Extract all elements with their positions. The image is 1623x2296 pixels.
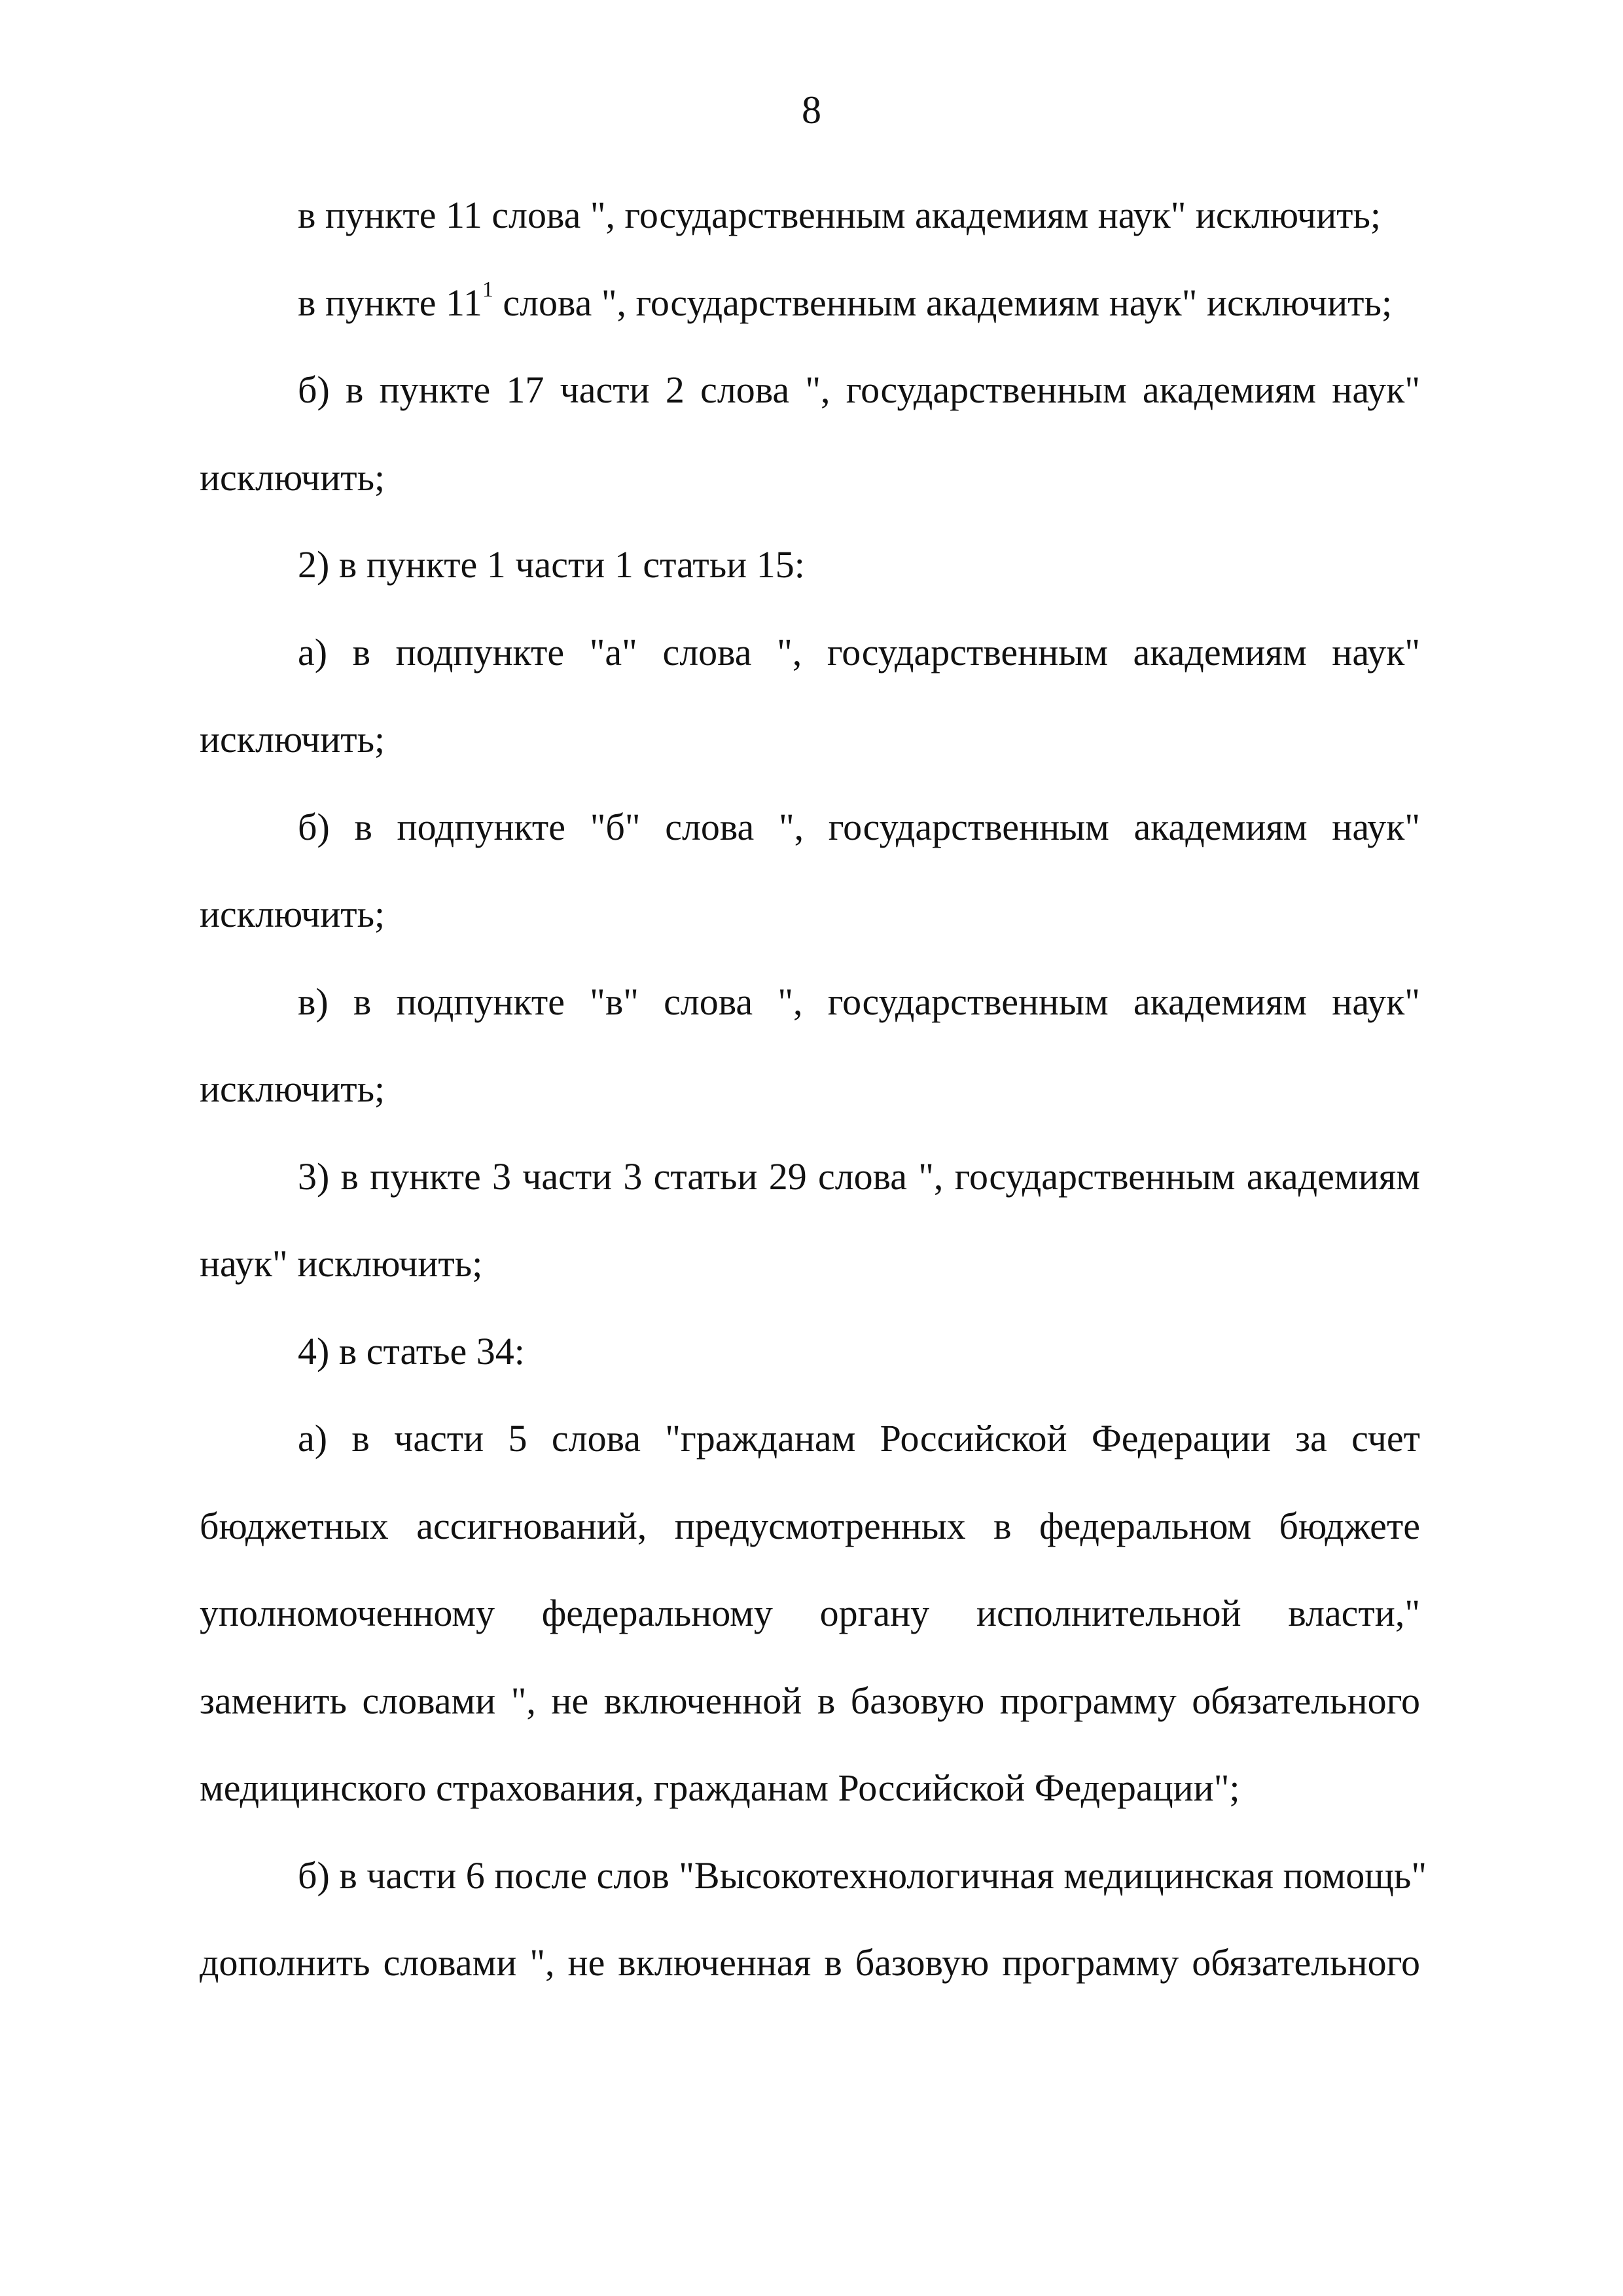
text-line: исключить; — [200, 1067, 385, 1110]
superscript-number: 1 — [482, 277, 493, 302]
text-fragment: в пункте 11 — [298, 281, 482, 324]
text-line: дополнить словами ", не включенная в базовую программу обязательного — [200, 1941, 1420, 1984]
text-line: наук" исключить; — [200, 1242, 483, 1285]
text-line: бюджетных ассигнований, предусмотренных в федеральном бюджете — [200, 1504, 1420, 1547]
text-line: б) в части 6 после слов "Высокотехнологичная медицинская помощь" — [298, 1854, 1427, 1897]
text-line: 3) в пункте 3 части 3 статьи 29 слова ", государственным академиям — [298, 1155, 1420, 1198]
text-line: 2) в пункте 1 части 1 статьи 15: — [298, 543, 805, 586]
text-line: а) в части 5 слова "гражданам Российской Федерации за счет — [298, 1417, 1420, 1460]
page-number: 8 — [802, 88, 821, 132]
text-line: 4) в статье 34: — [298, 1329, 525, 1372]
text-line: уполномоченному федеральному органу исполнительной власти," — [200, 1592, 1420, 1634]
text-line: медицинского страхования, гражданам Российской Федерации"; — [200, 1767, 1240, 1809]
text-line-with-superscript — [200, 259, 1420, 347]
text-fragment: слова ", государственным академиям наук" исключить; — [503, 281, 1393, 324]
document-body — [200, 171, 1427, 2007]
text-line: исключить; — [200, 456, 385, 499]
text-line: в пункте 11 слова ", государственным академиям наук" исключить; — [298, 194, 1382, 236]
text-line: б) в пункте 17 части 2 слова ", государственным академиям наук" — [298, 368, 1420, 411]
text-line: исключить; — [200, 718, 385, 761]
text-line: в) в подпункте "в" слова ", государственным академиям наук" — [298, 980, 1420, 1023]
text-line: б) в подпункте "б" слова ", государственным академиям наук" — [298, 805, 1420, 848]
text-line: заменить словами ", не включенной в базовую программу обязательного — [200, 1679, 1420, 1722]
text-line: исключить; — [200, 893, 385, 935]
text-line: а) в подпункте "а" слова ", государственным академиям наук" — [298, 630, 1420, 673]
